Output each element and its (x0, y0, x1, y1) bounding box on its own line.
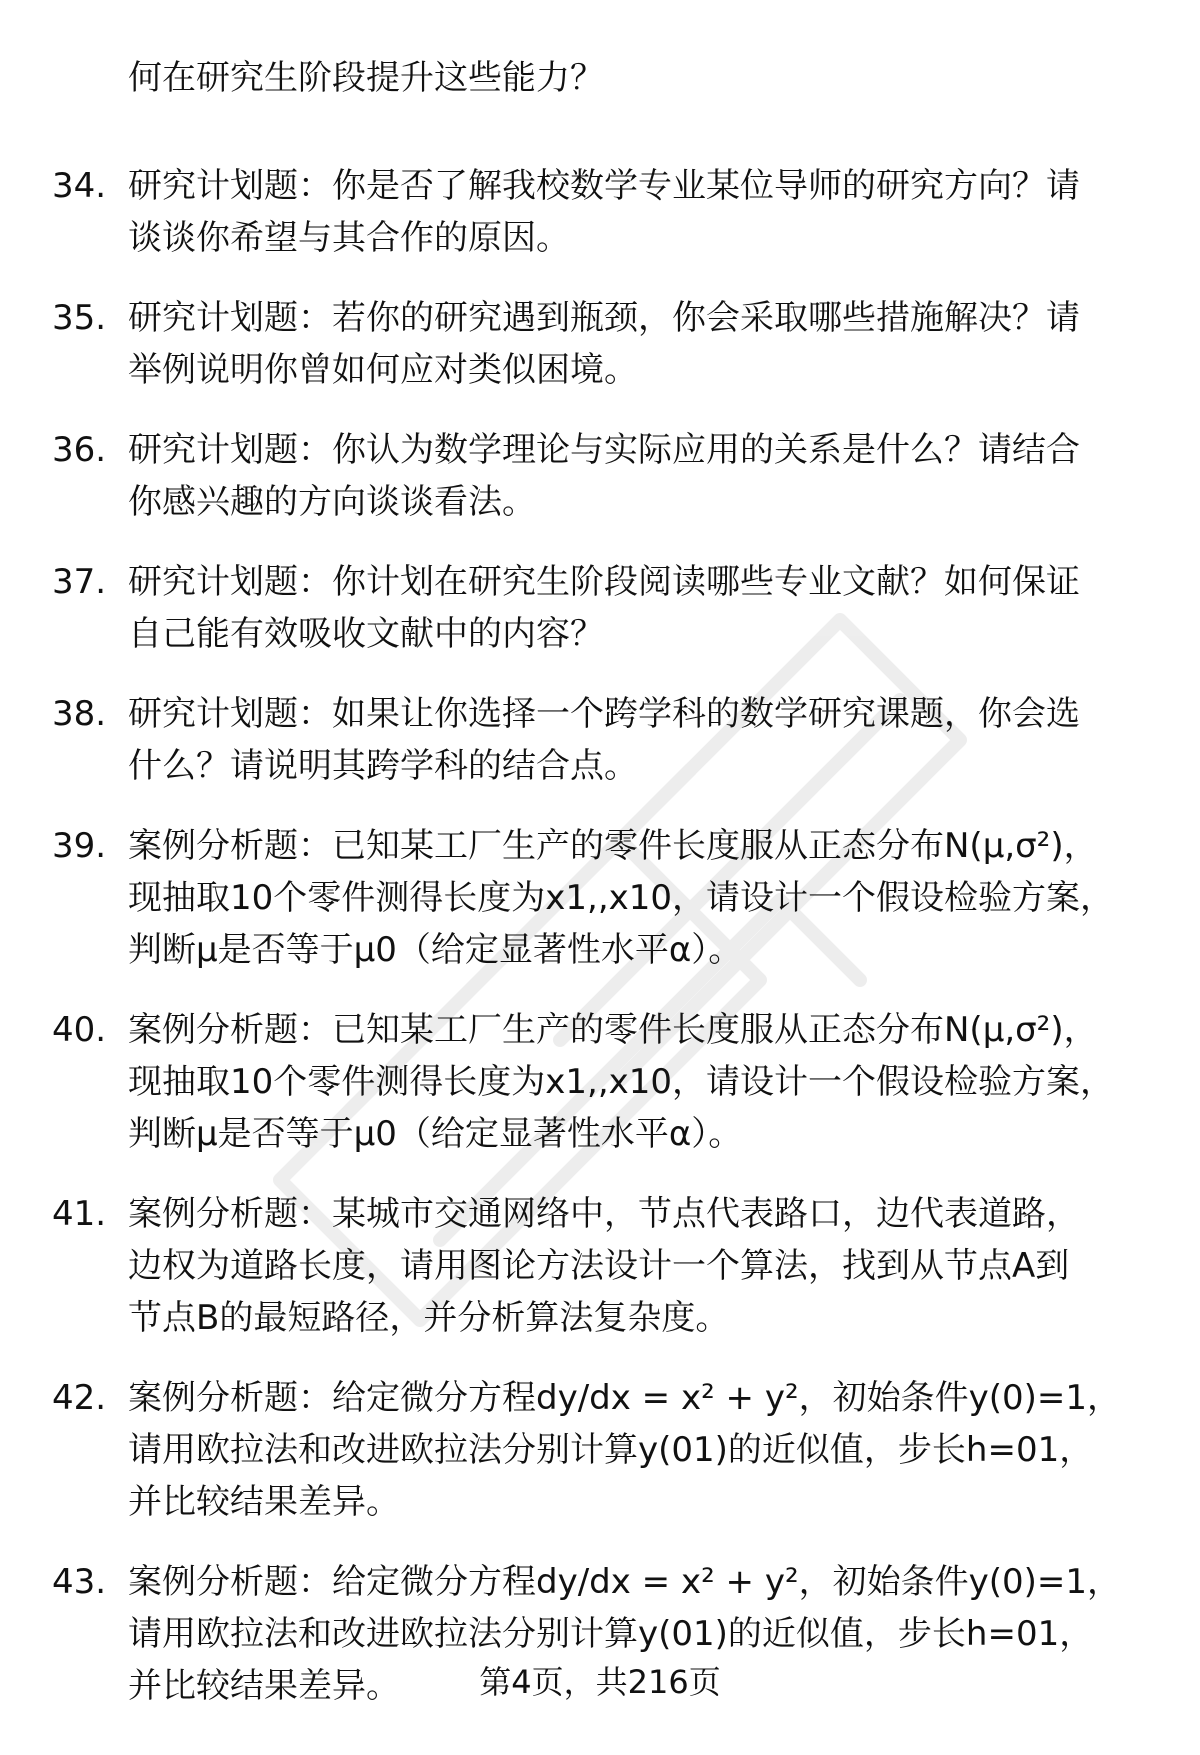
question-number: 43. (52, 1562, 107, 1602)
question-line: 边权为道路长度，请用图论方法设计一个算法，找到从节点A到 (128, 1246, 1070, 1286)
question-text (0, 160, 1200, 264)
question-line: 并比较结果差异。 (128, 1666, 400, 1706)
continued-question-text: 何在研究生阶段提升这些能力？ (128, 58, 604, 98)
question-number: 36. (52, 430, 107, 470)
question-number: 38. (52, 694, 107, 734)
question-line: 判断μ是否等于μ0（给定显著性水平α）。 (128, 1114, 743, 1154)
question-text (0, 1372, 1200, 1528)
question-text (0, 424, 1200, 528)
question-number: 40. (52, 1010, 107, 1050)
question-line: 举例说明你曾如何应对类似困境。 (128, 350, 638, 390)
question-line: 研究计划题：你计划在研究生阶段阅读哪些专业文献？如何保证 (128, 562, 1080, 602)
page-footer: 第4页，共216页 (479, 1663, 721, 1701)
question-line: 什么？请说明其跨学科的结合点。 (128, 746, 638, 786)
question-line: 案例分析题：给定微分方程dy/dx = x² + y²，初始条件y(0)=1， (128, 1378, 1121, 1418)
question-item (0, 160, 1200, 264)
question-text (0, 820, 1200, 976)
question-line: 研究计划题：你是否了解我校数学专业某位导师的研究方向？请 (128, 166, 1080, 206)
question-line: 案例分析题：已知某工厂生产的零件长度服从正态分布N(μ,σ²)， (128, 826, 1098, 866)
question-line: 请用欧拉法和改进欧拉法分别计算y(01)的近似值，步长h=01， (128, 1614, 1094, 1654)
question-item (0, 424, 1200, 528)
question-line: 自己能有效吸收文献中的内容？ (128, 614, 604, 654)
question-line: 请用欧拉法和改进欧拉法分别计算y(01)的近似值，步长h=01， (128, 1430, 1094, 1470)
question-number: 37. (52, 562, 107, 602)
question-text (0, 556, 1200, 660)
question-text (0, 292, 1200, 396)
question-line: 案例分析题：某城市交通网络中，节点代表路口，边代表道路， (128, 1194, 1080, 1234)
question-item (0, 556, 1200, 660)
question-item (0, 1372, 1200, 1528)
question-text (0, 688, 1200, 792)
question-item (0, 820, 1200, 976)
question-item (0, 688, 1200, 792)
question-number: 42. (52, 1378, 107, 1418)
document-content (0, 52, 1200, 1740)
question-line: 节点B的最短路径，并分析算法复杂度。 (128, 1298, 730, 1338)
question-line: 你感兴趣的方向谈谈看法。 (128, 482, 536, 522)
question-line: 研究计划题：如果让你选择一个跨学科的数学研究课题，你会选 (128, 694, 1080, 734)
question-line: 案例分析题：给定微分方程dy/dx = x² + y²，初始条件y(0)=1， (128, 1562, 1121, 1602)
question-number: 39. (52, 826, 107, 866)
question-item (0, 1188, 1200, 1344)
question-text (0, 1004, 1200, 1160)
question-line: 研究计划题：若你的研究遇到瓶颈，你会采取哪些措施解决？请 (128, 298, 1080, 338)
question-text (0, 1188, 1200, 1344)
question-line: 并比较结果差异。 (128, 1482, 400, 1522)
question-number: 35. (52, 298, 107, 338)
question-line: 现抽取10个零件测得长度为x1,,x10，请设计一个假设检验方案， (128, 878, 1115, 918)
question-number: 34. (52, 166, 107, 206)
question-item (0, 292, 1200, 396)
question-line: 案例分析题：已知某工厂生产的零件长度服从正态分布N(μ,σ²)， (128, 1010, 1098, 1050)
question-line: 现抽取10个零件测得长度为x1,,x10，请设计一个假设检验方案， (128, 1062, 1115, 1102)
question-item (0, 1004, 1200, 1160)
question-line: 判断μ是否等于μ0（给定显著性水平α）。 (128, 930, 743, 970)
question-line: 研究计划题：你认为数学理论与实际应用的关系是什么？请结合 (128, 430, 1080, 470)
question-line: 谈谈你希望与其合作的原因。 (128, 218, 570, 258)
question-number: 41. (52, 1194, 107, 1234)
